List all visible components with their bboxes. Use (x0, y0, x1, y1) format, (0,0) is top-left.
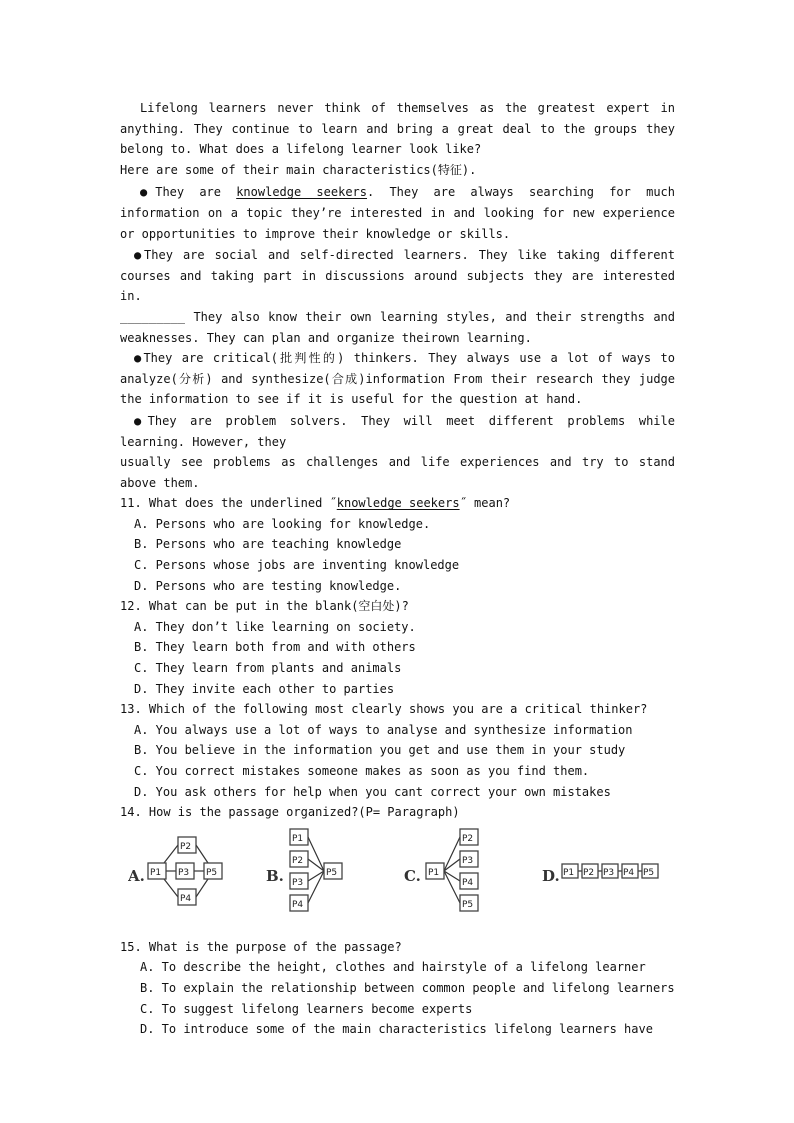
svg-text:P4: P4 (180, 893, 192, 904)
svg-text:P2: P2 (462, 833, 474, 844)
structure-diagrams (120, 827, 675, 927)
option-11a[interactable]: A. Persons who are looking for knowledge. (134, 516, 431, 531)
option-11c[interactable]: C. Persons whose jobs are inventing knowledge (134, 558, 460, 573)
svg-text:P3: P3 (178, 867, 190, 878)
diagram-d[interactable] (542, 827, 674, 923)
diagram-a[interactable] (128, 827, 248, 923)
option-12c[interactable]: C. They learn from plants and animals (134, 661, 402, 676)
svg-text:P1: P1 (150, 867, 162, 878)
bullet-1: ●They are knowledge seekers. They are always searching for much information on a topic they’re interested in and looking for new experience or opportunities to improve their knowledge or skills. (120, 185, 675, 241)
option-15d[interactable]: D. To introduce some of the main characteristics lifelong learners have (140, 1022, 653, 1037)
svg-text:P1: P1 (428, 867, 440, 878)
intro-line: Here are some of their main characteristics(特征). (120, 162, 477, 177)
bullet-4: ●They are problem solvers. They will meet different problems while learning. However, they (120, 413, 675, 449)
option-15a[interactable]: A. To describe the height, clothes and hairstyle of a lifelong learner (140, 960, 646, 975)
diagram-b-label: B. (266, 866, 284, 885)
option-11d[interactable]: D. Persons who are testing knowledge. (134, 578, 402, 593)
option-12b[interactable]: B. They learn both from and with others (134, 640, 416, 655)
svg-text:P5: P5 (643, 867, 655, 878)
svg-text:P5: P5 (462, 899, 474, 910)
diagram-c-label: C. (404, 866, 421, 885)
svg-text:P5: P5 (326, 867, 338, 878)
svg-text:P1: P1 (563, 867, 575, 878)
svg-text:P1: P1 (292, 833, 304, 844)
option-13a[interactable]: A. You always use a lot of ways to analyse and synthesize information (134, 722, 633, 737)
question-13: 13. Which of the following most clearly shows you are a critical thinker? (120, 702, 648, 717)
bullet-3: ●They are critical(批判性的) thinkers. They always use a lot of ways to analyze(分析) and synthesize(合成)information From their research they judge the information to see if it is useful for the question at hand. (120, 351, 675, 407)
svg-text:P3: P3 (292, 877, 304, 888)
option-13b[interactable]: B. You believe in the information you get and use them in your study (134, 743, 626, 758)
svg-text:P2: P2 (180, 841, 192, 852)
svg-text:P2: P2 (292, 855, 304, 866)
option-15b[interactable]: B. To explain the relationship between common people and lifelong learners (140, 980, 675, 995)
option-13c[interactable]: C. You correct mistakes someone makes as soon as you find them. (134, 764, 590, 778)
bullet-4-cont: usually see problems as challenges and life experiences and try to stand above them. (120, 455, 675, 490)
svg-text:P5: P5 (206, 867, 218, 878)
diagram-c[interactable] (404, 827, 514, 923)
intro-paragraph: Lifelong learners never think of themselves as the greatest expert in anything. They continue to learn and bring a great deal to the groups they belong to. What does a lifelong learner look like? (120, 101, 675, 157)
svg-text:P3: P3 (603, 867, 615, 878)
bullet-2: ●They are social and self-directed learners. They like taking different courses and taking part in discussions around subjects they are interested in. (120, 248, 675, 304)
bullet-2-cont: _________ They also know their own learning styles, and their strengths and weaknesses. They can plan and organize theirown learning. (120, 309, 675, 345)
exam-page (120, 98, 675, 1040)
svg-text:P4: P4 (462, 877, 474, 888)
underlined-phrase: knowledge seekers (236, 185, 368, 200)
question-11: 11. What does the underlined ˝knowledge seekers˝ mean? (120, 496, 511, 511)
question-14: 14. How is the passage organized?(P= Paragraph) (120, 805, 460, 820)
option-15c[interactable]: C. To suggest lifelong learners become experts (140, 1001, 473, 1016)
svg-text:P4: P4 (292, 899, 304, 910)
diagram-a-label: A. (128, 866, 145, 885)
svg-text:P3: P3 (462, 855, 474, 866)
question-12: 12. What can be put in the blank(空白处)? (120, 599, 409, 614)
blank-line: _________ (120, 309, 186, 324)
option-12a[interactable]: A. They don’t like learning on society. (134, 619, 416, 634)
diagram-b[interactable] (266, 827, 376, 923)
svg-text:P4: P4 (623, 867, 635, 878)
diagram-d-label: D. (542, 866, 560, 885)
option-11b[interactable]: B. Persons who are teaching knowledge (134, 537, 402, 552)
question-15: 15. What is the purpose of the passage? (120, 939, 402, 954)
option-13d[interactable]: D. You ask others for help when you cant correct your own mistakes (134, 784, 611, 799)
option-12d[interactable]: D. They invite each other to parties (134, 681, 395, 696)
svg-text:P2: P2 (583, 867, 595, 878)
